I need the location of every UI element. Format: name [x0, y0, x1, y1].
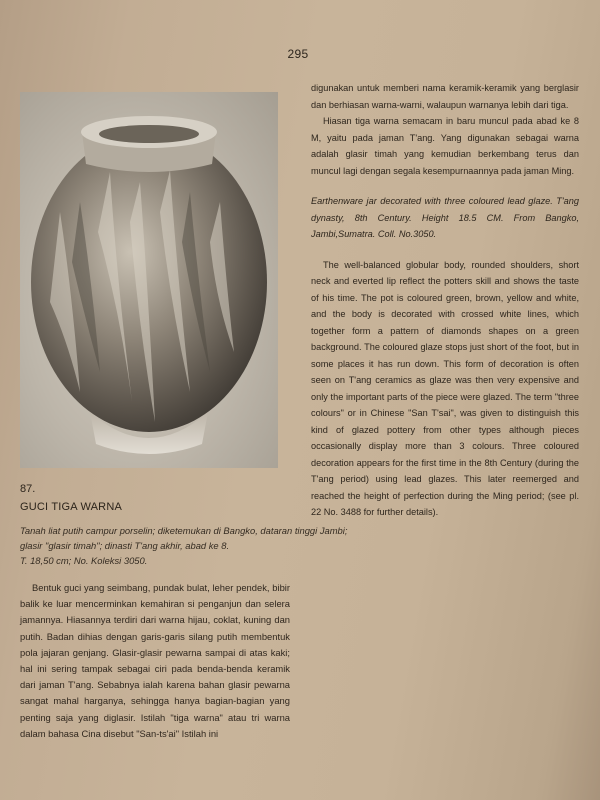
english-description: The well-balanced globular body, rounded shoulders, short neck and everted lip reflect the potters skill and shows the taste of his time. The pot is coloured green, brown, yellow and white, and the body is decorated with crossed white lines, which together form a pattern of diamonds shapes on a green background. The coloured glaze stops just short of the foot, but in some places it has run down. This form of decoration is often seen on T'ang ceramics as glaze was then very expensive and only the important parts of the piece were glazed. The term "three colours" or in Chinese "San T'sai", was given to distinguish this kind of glazed pottery from other types although pieces occasionally display more than 3 colours. Three coloured decoration appears for the first time in the 8th Century (during the T'ang period) using lead glazes. This later reemerged and reached the height of perfection during the Ming period; (see pl. 22 No. 3488 for further details). [311, 259, 579, 517]
indonesian-description [20, 580, 290, 742]
intro-paragraph-2: Hiasan tiga warna semacam in baru muncul pada abad ke 8 M, yaitu pada jaman T'ang. Yang digunakan sebagai warna adalah glasir timah yang kemudian berkembang terus dan muncul lagi dengan segala kesempurnaannya pada jaman Ming. [311, 116, 579, 176]
caption-number: 87. [20, 483, 36, 495]
caption-meta-line: glasir "glasir timah"; dinasti T'ang akhir, abad ke 8. [20, 540, 230, 551]
page-number: 295 [287, 47, 309, 61]
jar-photograph [20, 92, 278, 468]
caption-meta-line: Tanah liat putih campur porselin; diketemukan di Bangko, dataran tinggi Jambi; [20, 525, 348, 536]
intro-paragraph: digunakan untuk memberi nama keramik-keramik yang berglasir dan berhiasan warna-warni, walaupun warnanya lebih dari tiga. [311, 83, 579, 110]
right-column [311, 80, 579, 521]
indonesian-paragraph: Bentuk guci yang seimbang, pundak bulat, leher pendek, bibir balik ke luar mencerminkan kemahiran si penganjun dan selera jamannya. Hiasannya terdiri dari warna hijau, coklat, kuning dan putih. Badan dihias dengan garis-garis silang putih membentuk pola jajaran genjang. Glasir-glasir pewarna sampai di atas kaki; hal ini sering tampak sebagai ciri pada benda-benda keramik dari jaman T'ang. Sebabnya ialah karena bahan glasir pewarna sangat mahal harganya, sehingga hanya bagian-bagian yang penting saja yang diglasir. Istilah "tiga warna" atau tri warna dalam bahasa Cina disebut "San-ts'ai" Istilah ini [20, 582, 290, 739]
caption-meta [20, 523, 348, 568]
glazed-jar-image [20, 92, 278, 468]
caption-meta-line: T. 18,50 cm; No. Koleksi 3050. [20, 555, 148, 566]
caption-title: GUCI TIGA WARNA [20, 501, 123, 513]
english-caption: Earthenware jar decorated with three coloured lead glaze. T'ang dynasty, 8th Century. Height 18.5 CM. From Bangko, Jambi,Sumatra. Coll. No.3050. [311, 196, 579, 239]
